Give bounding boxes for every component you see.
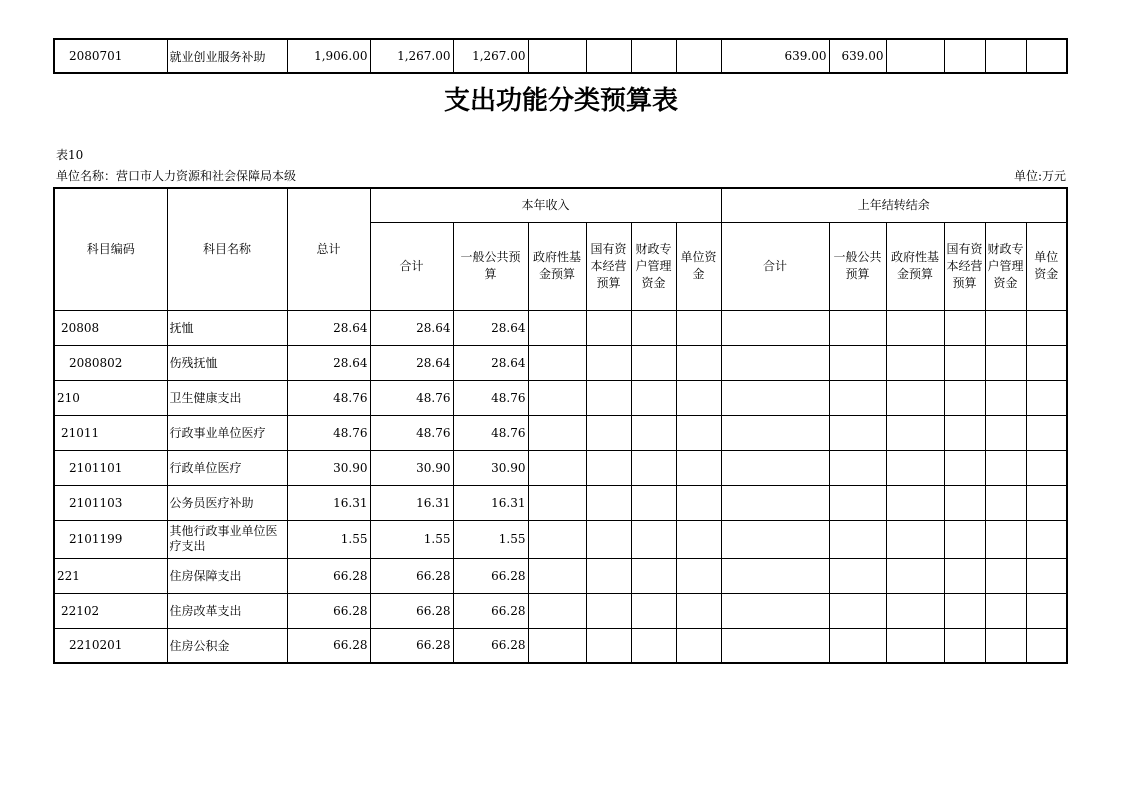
general-budget-value: 48.76 [453,380,528,415]
total-value: 66.28 [287,593,370,628]
subject-code: 21011 [54,415,167,450]
header-code: 科目编码 [54,188,167,310]
sum-value: 48.76 [370,380,453,415]
total-value: 16.31 [287,485,370,520]
sum-value: 16.31 [370,485,453,520]
sum-value: 48.76 [370,415,453,450]
header-state-capital: 国有资本经营预算 [586,222,631,310]
table-row [54,628,1067,663]
table-row [54,310,1067,345]
total-value: 28.64 [287,345,370,380]
header-row [54,188,1067,222]
table-row [54,485,1067,520]
subject-name: 住房保障支出 [167,558,287,593]
subject-code: 210 [54,380,167,415]
subject-code: 2101101 [54,450,167,485]
header-gov-fund: 政府性基金预算 [528,222,586,310]
header-current-year: 本年收入 [370,188,721,222]
header-prev-state-capital: 国有资本经营预算 [944,222,985,310]
header-prev-general: 一般公共预算 [829,222,886,310]
subject-code: 2210201 [54,628,167,663]
table-row [54,380,1067,415]
subject-code: 2101103 [54,485,167,520]
table-number: 表10 [56,148,84,162]
header-prev-unit-fund: 单位资金 [1026,222,1067,310]
table-row [54,345,1067,380]
sum-value: 1.55 [370,520,453,558]
header-total: 总计 [287,188,370,310]
currency-unit: 单位:万元 [1013,169,1066,183]
prev-general-value: 639.00 [829,39,886,73]
general-budget-value: 28.64 [453,345,528,380]
page-title: 支出功能分类预算表 [443,86,678,116]
table-row [54,39,1067,73]
prev-sum-value: 639.00 [721,39,829,73]
total-value: 1,906.00 [287,39,370,73]
total-value: 30.90 [287,450,370,485]
subject-name: 行政单位医疗 [167,450,287,485]
subject-code: 22102 [54,593,167,628]
sum-value: 30.90 [370,450,453,485]
previous-page-row-table [53,38,1068,74]
general-budget-value: 28.64 [453,310,528,345]
general-budget-value: 16.31 [453,485,528,520]
header-sum: 合计 [370,222,453,310]
subject-name: 卫生健康支出 [167,380,287,415]
sum-value: 66.28 [370,558,453,593]
header-unit-fund: 单位资金 [676,222,721,310]
sum-value: 66.28 [370,593,453,628]
subject-name: 行政事业单位医疗 [167,415,287,450]
subject-name: 就业创业服务补助 [167,39,287,73]
header-general: 一般公共预算 [453,222,528,310]
header-prev-sum: 合计 [721,222,829,310]
table-row [54,450,1067,485]
subject-name: 抚恤 [167,310,287,345]
subject-name: 公务员医疗补助 [167,485,287,520]
total-value: 48.76 [287,415,370,450]
total-value: 66.28 [287,628,370,663]
header-prev-special: 财政专户管理资金 [985,222,1026,310]
header-special: 财政专户管理资金 [631,222,676,310]
subject-code: 221 [54,558,167,593]
sum-value: 28.64 [370,310,453,345]
total-value: 1.55 [287,520,370,558]
header-prev-gov-fund: 政府性基金预算 [886,222,944,310]
sum-value: 1,267.00 [370,39,453,73]
header-previous-year: 上年结转结余 [721,188,1067,222]
general-budget-value: 66.28 [453,628,528,663]
sum-value: 28.64 [370,345,453,380]
total-value: 28.64 [287,310,370,345]
general-budget-value: 48.76 [453,415,528,450]
subject-code: 20808 [54,310,167,345]
subject-code: 2080701 [54,39,167,73]
header-name: 科目名称 [167,188,287,310]
table-row [54,415,1067,450]
total-value: 48.76 [287,380,370,415]
total-value: 66.28 [287,558,370,593]
general-budget-value: 30.90 [453,450,528,485]
table-row [54,558,1067,593]
unit-name: 单位名称：营口市人力资源和社会保障局本级 [56,169,297,183]
subject-name: 伤残抚恤 [167,345,287,380]
subject-name: 住房公积金 [167,628,287,663]
general-budget-value: 1,267.00 [453,39,528,73]
budget-table [53,187,1068,664]
subject-code: 2101199 [54,520,167,558]
subject-code: 2080802 [54,345,167,380]
general-budget-value: 66.28 [453,593,528,628]
table-row [54,520,1067,558]
subject-name: 其他行政事业单位医疗支出 [167,520,287,558]
general-budget-value: 1.55 [453,520,528,558]
sum-value: 66.28 [370,628,453,663]
subject-name: 住房改革支出 [167,593,287,628]
table-row [54,593,1067,628]
general-budget-value: 66.28 [453,558,528,593]
